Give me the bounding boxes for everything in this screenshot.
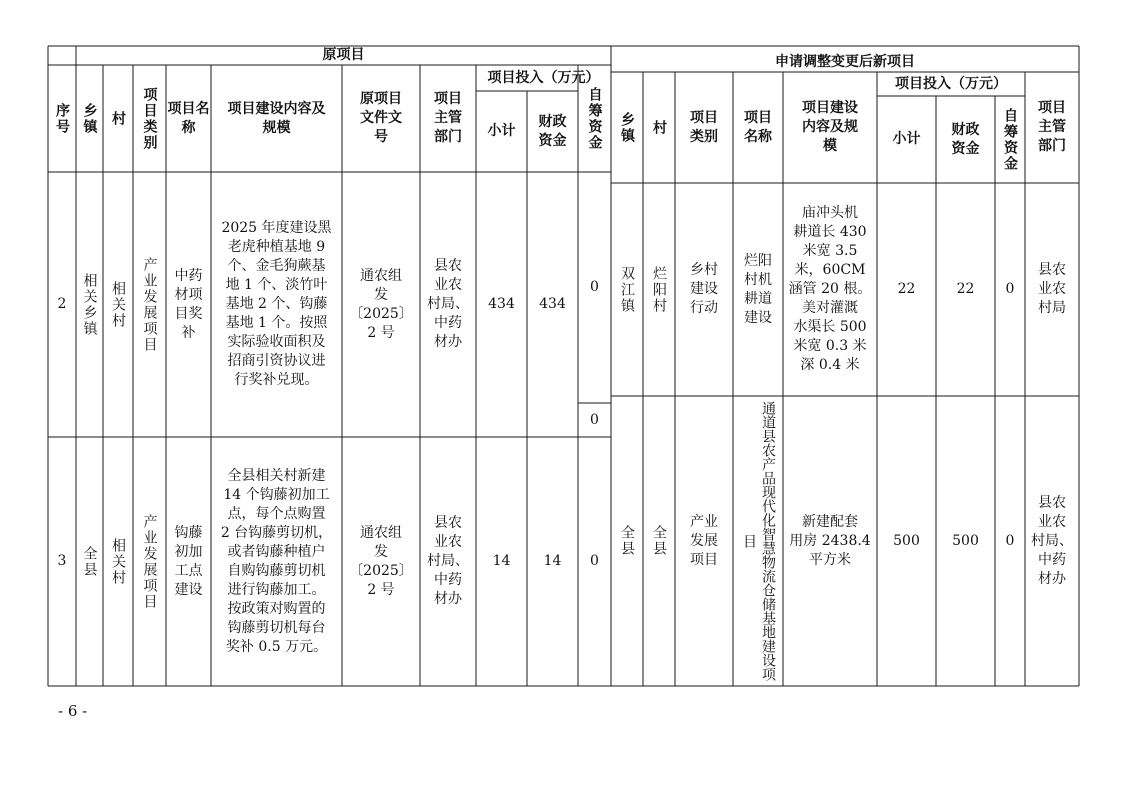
original-project-header: 原项目: [322, 47, 365, 63]
col-fiscal: 财政 资金: [538, 113, 567, 149]
row1-name: 中药 材项 目奖 补: [174, 267, 203, 341]
new-col-self: 自筹资金: [1002, 107, 1018, 172]
row1-town: 相关乡镇: [81, 272, 98, 337]
row2-content: 全县相关村新建 14 个钩藤初加工 点，每个点购置 2 台钩藤剪切机， 或者钩藤种植户 自购钩藤剪切机 进行钩藤加工。 按政策对购置的 钩藤剪切机每台 奖补 0.5 万元。: [220, 467, 333, 655]
row1-doc: 通农组 发 〔2025〕 2 号: [349, 267, 413, 341]
row2-new-subtotal: 500: [893, 532, 920, 549]
row2-new-category: 产业 发展 项目: [690, 513, 718, 568]
new-investment-header: 项目投入（万元）: [895, 75, 1007, 92]
row1-self-extra: 0: [590, 411, 599, 428]
new-col-category: 项目 类别: [690, 109, 718, 145]
row2-self: 0: [590, 553, 599, 569]
page-number: - 6 -: [58, 702, 88, 720]
row2-fiscal: 14: [543, 553, 562, 569]
row1-new-town: 双江镇: [619, 265, 635, 314]
col-subtotal: 小计: [487, 123, 516, 139]
row2-subtotal: 14: [492, 553, 511, 569]
row2-new-dept: 县农 业农 村局、 中药 材办: [1031, 494, 1073, 587]
row1-new-dept: 县农 业农 村局: [1038, 262, 1066, 316]
row1-fiscal: 434: [539, 296, 566, 312]
row1-village: 相关村: [110, 280, 126, 329]
new-project-header: 申请调整变更后新项目: [775, 53, 915, 70]
row2-town: 全县: [81, 545, 98, 578]
row2-new-fiscal: 500: [952, 532, 979, 549]
row1-new-village: 烂阳村: [651, 265, 667, 314]
new-col-subtotal: 小计: [892, 131, 921, 147]
new-col-dept: 项目 主管 部门: [1038, 100, 1066, 154]
row1-dept: 县农 业农 村局、 中药 材办: [427, 258, 469, 350]
col-name: 项目名称: [167, 100, 210, 136]
new-col-town: 乡镇: [619, 111, 635, 144]
row2-village: 相关村: [110, 537, 126, 586]
col-doc: 原项目 文件文 号: [360, 91, 402, 145]
col-seq: 序号: [54, 102, 70, 135]
new-col-content: 项目建设 内容及规 模: [802, 100, 858, 154]
row2-new-content: 新建配套 用房 2438.4 平方米: [789, 513, 871, 568]
row1-seq: 2: [57, 296, 67, 312]
new-col-village: 村: [651, 119, 667, 136]
col-self: 自筹资金: [586, 86, 603, 151]
new-col-fiscal: 财政 资金: [951, 121, 980, 157]
new-col-name: 项目 名称: [744, 109, 772, 145]
row2-new-name: 通道县农产品现代化智慧物流仓储基地建设项目: [741, 401, 776, 681]
row1-self: 0: [590, 279, 599, 295]
row1-new-content: 庙冲头机 耕道长 430 米宽 3.5 米，60CM 涵管 20 根。 美对灌溉 水渠长 500 米宽 0.3 米 深 0.4 米: [788, 205, 872, 373]
row1-new-category: 乡村 建设 行动: [690, 262, 718, 316]
row2-category: 产业发展项目: [141, 513, 158, 610]
col-town: 乡镇: [81, 102, 98, 135]
row1-subtotal: 434: [488, 296, 515, 312]
col-village: 村: [110, 110, 126, 127]
row1-content: 2025 年度建设黑 老虎种植基地 9 个、金毛狗蕨基 地 1 个、淡竹叶 基地 2 个、钩藤 基地 1 个。按照 实际验收面积及 招商引资协议进 行奖补兑现。: [221, 220, 332, 388]
row2-new-town: 全县: [619, 525, 635, 557]
col-content: 项目建设内容及 规模: [227, 100, 326, 136]
col-category: 项目类别: [141, 86, 158, 151]
row2-doc: 通农组 发 〔2025〕 2 号: [349, 524, 413, 598]
row1-new-subtotal: 22: [897, 281, 916, 297]
original-investment-header: 项目投入（万元）: [487, 69, 600, 86]
row2-dept: 县农 业农 村局、 中药 材办: [427, 515, 469, 607]
row1-category: 产业发展项目: [141, 256, 158, 353]
row1-new-fiscal: 22: [956, 281, 975, 297]
row2-name: 钩藤 初加 工点 建设: [174, 524, 203, 598]
row1-new-name: 烂阳 村机 耕道 建设: [744, 252, 772, 326]
col-dept: 项目 主管 部门: [434, 91, 462, 145]
row2-new-village: 全县: [651, 525, 667, 557]
row1-new-self: 0: [1005, 281, 1015, 297]
row2-new-self: 0: [1005, 532, 1015, 549]
row2-seq: 3: [57, 553, 67, 569]
